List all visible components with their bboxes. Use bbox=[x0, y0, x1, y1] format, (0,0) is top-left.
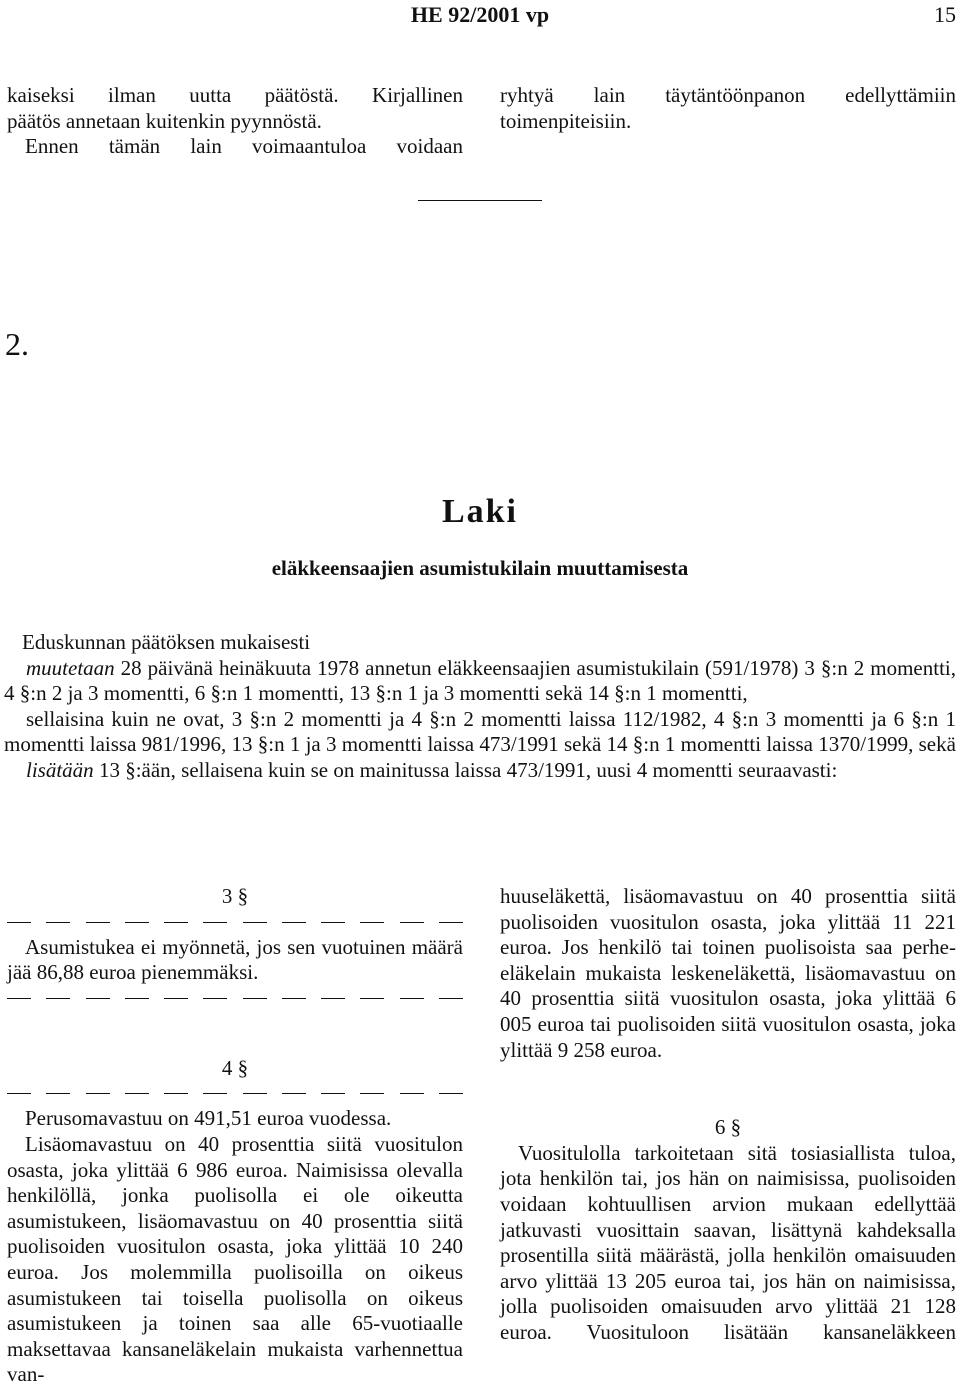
section-6-text: Vuositulolla tarkoitetaan sitä tosiasiallista tuloa, jota henkilön tai, jos hän on naimisissa, puolisoiden voidaan kohtuullisen arvion mukaan edellyttää jatkuvasti vuosittain saavan, lisättynä kahdeksalla prosentilla siitä määrästä, jolla henkilön omaisuuden arvo ylittää 13 205 euroa tai, jos hän on naimisissa, jolla puolisoiden omaisuuden arvo ylittää 21 128 euroa. Vuosituloon lisätään kansaneläkkeen bbox=[500, 1140, 956, 1344]
section-4-paragraph-2: Lisäomavastuu on 40 prosenttia siitä vuositulon osasta, joka ylittää 6 986 euroa. Naimisissa olevalla henkilöllä, jonka puolisolla ei ole oikeutta asumistukeen, lisäomavastuu on 40 prosenttia siitä puolisoiden vuositulon osasta, joka ylittää 10 240 euroa. Jos molemmilla puolisoilla on oikeus asumistukeen tai toisella puolisolla on oikeus asumistukeen ja toinen saa alle 65-vuotiaalle maksettavaa kansaneläkelain mukaista varhennettua van- bbox=[7, 1131, 463, 1387]
top-right-continuation bbox=[500, 83, 956, 134]
keyword-lisataan: lisätään bbox=[26, 757, 94, 782]
preamble-amend bbox=[4, 656, 956, 707]
law-title: Laki bbox=[441, 493, 519, 530]
keyword-muutetaan: muutetaan bbox=[26, 655, 115, 680]
section-6-heading: 6 § bbox=[714, 1115, 742, 1140]
left-column bbox=[7, 884, 463, 1388]
preamble-intro: Eduskunnan päätöksen mukaisesti bbox=[22, 630, 311, 654]
text-line: toimenpiteisiin. bbox=[500, 108, 632, 133]
section-separator bbox=[418, 200, 542, 201]
page-number: 15 bbox=[934, 2, 956, 27]
law-subtitle: eläkkeensaajien asumistukilain muuttamisesta bbox=[271, 556, 689, 580]
section-4-paragraph-1: Perusomavastuu on 491,51 euroa vuodessa. bbox=[25, 1106, 392, 1131]
right-column bbox=[500, 884, 956, 1346]
section-number: 2. bbox=[5, 326, 29, 362]
preamble-as-they-are: sellaisina kuin ne ovat, 3 §:n 2 momentti ja 4 §:n 2 momentti laissa 112/1982, 4 §:n 3 momentti ja 6 §:n 1 momentti laissa 981/1996, 13 §:n 1 ja 3 momentti laissa 473/1991 sekä 14 §:n 1 momentti laissa 1370/1999, sekä bbox=[4, 706, 956, 757]
top-left-continuation bbox=[7, 83, 463, 160]
preamble-amend-text: 28 päivänä heinäkuuta 1978 annetun eläkkeensaajien asumistukilain (591/1978) 3 §:n 2 momentti, 4 §:n 2 ja 3 momentti, 6 §:n 1 momentti, 13 §:n 1 ja 3 momentti sekä 14 §:n 1 momentti, bbox=[4, 655, 956, 706]
section-4-heading: 4 § bbox=[221, 1055, 249, 1080]
omission-dashes bbox=[7, 986, 463, 1011]
omission-dashes bbox=[7, 910, 463, 935]
law-preamble bbox=[4, 630, 956, 784]
document-header-title: HE 92/2001 vp bbox=[410, 2, 550, 27]
text-line: päätös annetaan kuitenkin pyynnöstä. bbox=[7, 108, 322, 133]
omission-dashes bbox=[7, 1081, 463, 1106]
text-line: kaiseksi ilman uutta päätöstä. Kirjallinen bbox=[7, 83, 463, 107]
preamble-add bbox=[4, 758, 956, 784]
text-line: ryhtyä lain täytäntöönpanon edellyttämiin bbox=[500, 83, 956, 107]
section-3-heading: 3 § bbox=[221, 884, 249, 908]
preamble-add-text: 13 §:ään, sellaisena kuin se on mainitussa laissa 473/1991, uusi 4 momentti seuraavasti: bbox=[93, 757, 838, 782]
text-line: Ennen tämän lain voimaantuloa voidaan bbox=[25, 134, 463, 159]
section-4-continuation: huuseläkettä, lisäomavastuu on 40 prosenttia siitä puolisoiden vuositulon osasta, joka ylittää 11 221 euroa. Jos henkilö tai toinen puolisoista saa perhe-eläkelain mukaista leskeneläkettä, lisäomavastuu on 40 prosenttia siitä vuositulon osasta, joka ylittää 6 005 euroa tai puolisoiden siitä vuositulon osasta, joka ylittää 9 258 euroa. bbox=[500, 884, 956, 1062]
section-3-text: Asumistukea ei myönnetä, jos sen vuotuinen määrä jää 86,88 euroa pienemmäksi. bbox=[7, 934, 463, 985]
